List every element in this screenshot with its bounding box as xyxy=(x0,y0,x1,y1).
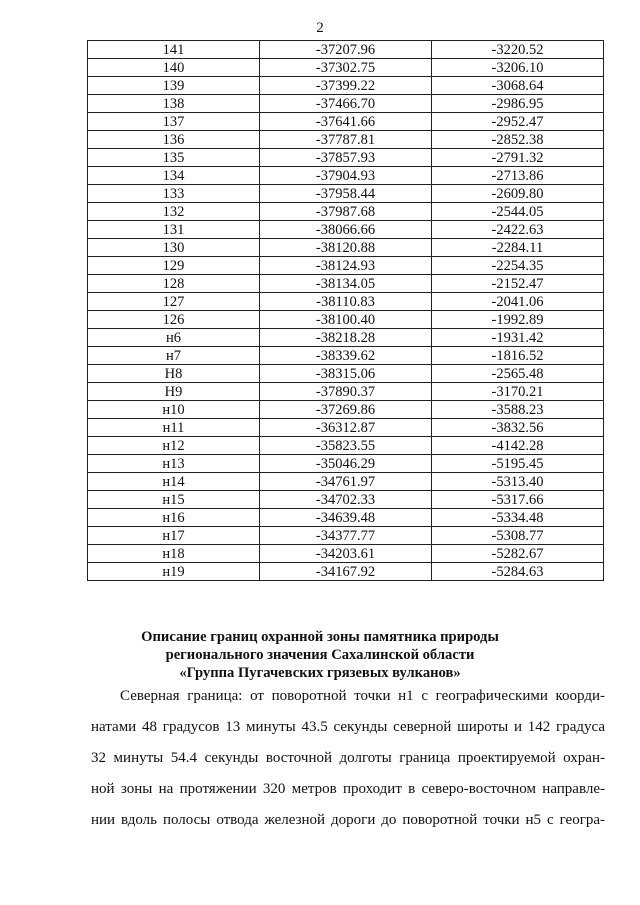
x-coordinate-cell: -37857.93 xyxy=(260,149,432,167)
x-coordinate-cell: -34167.92 xyxy=(260,563,432,581)
y-coordinate-cell: -1816.52 xyxy=(432,347,604,365)
table-row xyxy=(88,221,604,239)
x-coordinate-cell: -38218.28 xyxy=(260,329,432,347)
table-row xyxy=(88,347,604,365)
point-id-cell: 130 xyxy=(88,239,260,257)
x-coordinate-cell: -38066.66 xyxy=(260,221,432,239)
page-number: 2 xyxy=(316,20,324,36)
x-coordinate-cell: -38110.83 xyxy=(260,293,432,311)
y-coordinate-cell: -2254.35 xyxy=(432,257,604,275)
table-row xyxy=(88,77,604,95)
table-row xyxy=(88,131,604,149)
table-row xyxy=(88,401,604,419)
point-id-cell: н19 xyxy=(88,563,260,581)
x-coordinate-cell: -37269.86 xyxy=(260,401,432,419)
point-id-cell: 140 xyxy=(88,59,260,77)
point-id-cell: 134 xyxy=(88,167,260,185)
table-row xyxy=(88,473,604,491)
coordinates-table xyxy=(87,40,604,581)
x-coordinate-cell: -36312.87 xyxy=(260,419,432,437)
y-coordinate-cell: -5195.45 xyxy=(432,455,604,473)
y-coordinate-cell: -2852.38 xyxy=(432,131,604,149)
point-id-cell: 137 xyxy=(88,113,260,131)
y-coordinate-cell: -2791.32 xyxy=(432,149,604,167)
x-coordinate-cell: -38124.93 xyxy=(260,257,432,275)
table-row xyxy=(88,113,604,131)
point-id-cell: н14 xyxy=(88,473,260,491)
y-coordinate-cell: -3206.10 xyxy=(432,59,604,77)
x-coordinate-cell: -38100.40 xyxy=(260,311,432,329)
y-coordinate-cell: -2986.95 xyxy=(432,95,604,113)
point-id-cell: н13 xyxy=(88,455,260,473)
point-id-cell: н11 xyxy=(88,419,260,437)
table-row xyxy=(88,167,604,185)
table-row xyxy=(88,419,604,437)
x-coordinate-cell: -34203.61 xyxy=(260,545,432,563)
x-coordinate-cell: -37207.96 xyxy=(260,41,432,59)
x-coordinate-cell: -35046.29 xyxy=(260,455,432,473)
x-coordinate-cell: -38134.05 xyxy=(260,275,432,293)
y-coordinate-cell: -3220.52 xyxy=(432,41,604,59)
y-coordinate-cell: -5313.40 xyxy=(432,473,604,491)
y-coordinate-cell: -2952.47 xyxy=(432,113,604,131)
table-row xyxy=(88,185,604,203)
y-coordinate-cell: -3170.21 xyxy=(432,383,604,401)
x-coordinate-cell: -37890.37 xyxy=(260,383,432,401)
heading-line: «Группа Пугачевских грязевых вулканов» xyxy=(179,665,461,681)
table-row xyxy=(88,509,604,527)
table-row xyxy=(88,365,604,383)
table-row xyxy=(88,311,604,329)
x-coordinate-cell: -37987.68 xyxy=(260,203,432,221)
paragraph-line: Северная граница: от поворотной точки н1 с географическими коорди- xyxy=(120,688,605,704)
y-coordinate-cell: -2713.86 xyxy=(432,167,604,185)
point-id-cell: 138 xyxy=(88,95,260,113)
point-id-cell: Н8 xyxy=(88,365,260,383)
x-coordinate-cell: -38315.06 xyxy=(260,365,432,383)
table-row xyxy=(88,59,604,77)
y-coordinate-cell: -2284.11 xyxy=(432,239,604,257)
table-row xyxy=(88,95,604,113)
coordinates-table-body xyxy=(88,41,604,581)
point-id-cell: н17 xyxy=(88,527,260,545)
y-coordinate-cell: -5282.67 xyxy=(432,545,604,563)
table-row xyxy=(88,293,604,311)
point-id-cell: 133 xyxy=(88,185,260,203)
x-coordinate-cell: -34377.77 xyxy=(260,527,432,545)
table-row xyxy=(88,527,604,545)
heading-line: Описание границ охранной зоны памятника природы xyxy=(141,629,499,645)
point-id-cell: н16 xyxy=(88,509,260,527)
point-id-cell: 132 xyxy=(88,203,260,221)
y-coordinate-cell: -2609.80 xyxy=(432,185,604,203)
table-row xyxy=(88,41,604,59)
x-coordinate-cell: -34639.48 xyxy=(260,509,432,527)
paragraph-line: нии вдоль полосы отвода железной дороги до поворотной точки н5 с геогра- xyxy=(91,812,605,828)
section-heading xyxy=(0,628,640,682)
point-id-cell: н15 xyxy=(88,491,260,509)
y-coordinate-cell: -2565.48 xyxy=(432,365,604,383)
point-id-cell: 126 xyxy=(88,311,260,329)
table-row xyxy=(88,149,604,167)
point-id-cell: 128 xyxy=(88,275,260,293)
table-row xyxy=(88,545,604,563)
point-id-cell: 131 xyxy=(88,221,260,239)
y-coordinate-cell: -2041.06 xyxy=(432,293,604,311)
paragraph-line: натами 48 градусов 13 минуты 43.5 секунды северной широты и 142 градуса xyxy=(91,719,605,735)
point-id-cell: 139 xyxy=(88,77,260,95)
x-coordinate-cell: -37904.93 xyxy=(260,167,432,185)
y-coordinate-cell: -3588.23 xyxy=(432,401,604,419)
x-coordinate-cell: -37302.75 xyxy=(260,59,432,77)
point-id-cell: н7 xyxy=(88,347,260,365)
x-coordinate-cell: -37787.81 xyxy=(260,131,432,149)
x-coordinate-cell: -38120.88 xyxy=(260,239,432,257)
y-coordinate-cell: -2422.63 xyxy=(432,221,604,239)
table-row xyxy=(88,239,604,257)
y-coordinate-cell: -5308.77 xyxy=(432,527,604,545)
point-id-cell: 127 xyxy=(88,293,260,311)
table-row xyxy=(88,275,604,293)
x-coordinate-cell: -37466.70 xyxy=(260,95,432,113)
x-coordinate-cell: -37641.66 xyxy=(260,113,432,131)
y-coordinate-cell: -5284.63 xyxy=(432,563,604,581)
y-coordinate-cell: -4142.28 xyxy=(432,437,604,455)
point-id-cell: н10 xyxy=(88,401,260,419)
table-row xyxy=(88,563,604,581)
point-id-cell: Н9 xyxy=(88,383,260,401)
x-coordinate-cell: -34702.33 xyxy=(260,491,432,509)
x-coordinate-cell: -37399.22 xyxy=(260,77,432,95)
paragraph-line: 32 минуты 54.4 секунды восточной долготы граница проектируемой охран- xyxy=(91,750,605,766)
y-coordinate-cell: -2544.05 xyxy=(432,203,604,221)
y-coordinate-cell: -5317.66 xyxy=(432,491,604,509)
x-coordinate-cell: -37958.44 xyxy=(260,185,432,203)
x-coordinate-cell: -34761.97 xyxy=(260,473,432,491)
table-row xyxy=(88,437,604,455)
x-coordinate-cell: -38339.62 xyxy=(260,347,432,365)
table-row xyxy=(88,491,604,509)
point-id-cell: 136 xyxy=(88,131,260,149)
paragraph-line: ной зоны на протяжении 320 метров проходит в северо-восточном направле- xyxy=(91,781,605,797)
point-id-cell: 141 xyxy=(88,41,260,59)
y-coordinate-cell: -1931.42 xyxy=(432,329,604,347)
y-coordinate-cell: -3068.64 xyxy=(432,77,604,95)
table-row xyxy=(88,329,604,347)
heading-line: регионального значения Сахалинской области xyxy=(165,647,475,663)
point-id-cell: 129 xyxy=(88,257,260,275)
y-coordinate-cell: -1992.89 xyxy=(432,311,604,329)
table-row xyxy=(88,203,604,221)
x-coordinate-cell: -35823.55 xyxy=(260,437,432,455)
y-coordinate-cell: -2152.47 xyxy=(432,275,604,293)
point-id-cell: н18 xyxy=(88,545,260,563)
y-coordinate-cell: -3832.56 xyxy=(432,419,604,437)
table-row xyxy=(88,257,604,275)
point-id-cell: н12 xyxy=(88,437,260,455)
point-id-cell: 135 xyxy=(88,149,260,167)
point-id-cell: н6 xyxy=(88,329,260,347)
y-coordinate-cell: -5334.48 xyxy=(432,509,604,527)
table-row xyxy=(88,455,604,473)
table-row xyxy=(88,383,604,401)
